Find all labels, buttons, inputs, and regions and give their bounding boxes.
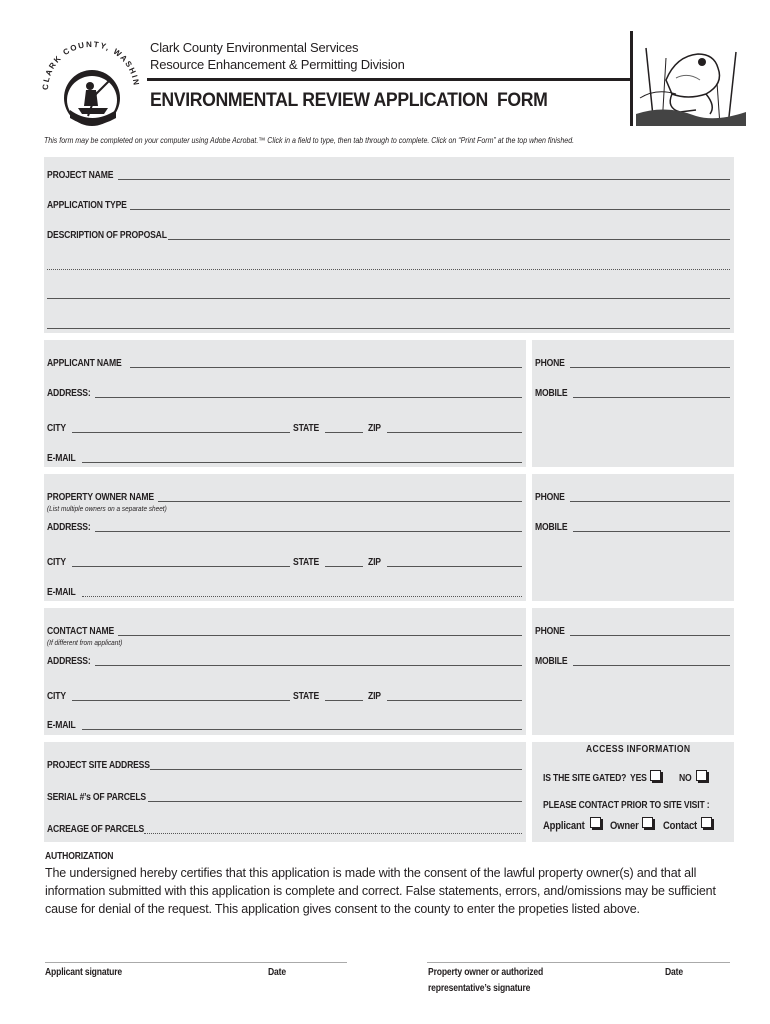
- access-heading: ACCESS INFORMATION: [586, 744, 691, 755]
- contact-address-field[interactable]: [95, 665, 522, 666]
- applicant-contact-checkbox[interactable]: [590, 817, 601, 828]
- contact-phone-label: PHONE: [535, 626, 565, 637]
- owner-note: (List multiple owners on a separate sheet): [47, 504, 167, 513]
- applicant-mobile-field[interactable]: [573, 397, 730, 398]
- applicant-name-label: APPLICANT NAME: [47, 358, 122, 369]
- owner-city-label: CITY: [47, 557, 66, 568]
- owner-email-label: E-MAIL: [47, 587, 76, 598]
- applicant-city-field[interactable]: [72, 432, 290, 433]
- owner-signature-label-2: representative’s signature: [428, 983, 531, 994]
- application-type-label: APPLICATION TYPE: [47, 200, 127, 211]
- authorization-heading: AUTHORIZATION: [45, 851, 114, 862]
- serial-parcels-label: SERIAL #’s OF PARCELS: [47, 792, 146, 803]
- applicant-signature-field[interactable]: [45, 962, 347, 963]
- project-name-field[interactable]: [118, 179, 730, 180]
- contact-mobile-label: MOBILE: [535, 656, 568, 667]
- instructions-text: This form may be completed on your computer using Adobe Acrobat.™ Click in a field to type, then tab through to complete. Click on “Print Form” at the top when finished.: [44, 136, 575, 145]
- description-field-line-2[interactable]: [47, 269, 730, 270]
- applicant-phone-field[interactable]: [570, 367, 730, 368]
- applicant-state-field[interactable]: [325, 432, 363, 433]
- owner-contact-checkbox[interactable]: [642, 817, 653, 828]
- owner-name-field[interactable]: [158, 501, 522, 502]
- applicant-address-label: ADDRESS:: [47, 388, 91, 399]
- site-address-field[interactable]: [150, 769, 522, 770]
- contact-state-label: STATE: [293, 691, 320, 702]
- owner-signature-field[interactable]: [427, 962, 730, 963]
- contact-note: (If different from applicant): [47, 638, 123, 647]
- applicant-city-label: CITY: [47, 423, 66, 434]
- owner-address-field[interactable]: [95, 531, 522, 532]
- contact-contact-checkbox[interactable]: [701, 817, 712, 828]
- applicant-phone-label: PHONE: [535, 358, 565, 369]
- application-type-field[interactable]: [130, 209, 730, 210]
- owner-phone-field[interactable]: [570, 501, 730, 502]
- contact-city-label: CITY: [47, 691, 66, 702]
- svg-text:CLARK COUNTY, WASHINGTON: CLARK COUNTY, WASHIN: [40, 39, 141, 91]
- org-name: Clark County Environmental Services: [150, 40, 359, 55]
- acreage-label: ACREAGE OF PARCELS: [47, 824, 145, 835]
- contact-state-field[interactable]: [325, 700, 363, 701]
- applicant-email-label: E-MAIL: [47, 453, 76, 464]
- contact-name-field[interactable]: [118, 635, 522, 636]
- description-field-line-1[interactable]: [168, 239, 730, 240]
- contact-mobile-field[interactable]: [573, 665, 730, 666]
- applicant-name-field[interactable]: [130, 367, 522, 368]
- division-name: Resource Enhancement & Permitting Division: [150, 57, 405, 72]
- authorization-text: The undersigned hereby certifies that this application is made with the consent of the lawful property owner(s) and that all information submitted with this application is complete and correct. False statements, errors, and/omissions may be sufficient cause for denial of the request. This application gives consent to the county to enter the propeties listed above.: [45, 866, 716, 916]
- gated-yes-label: YES: [630, 773, 647, 784]
- description-field-line-4[interactable]: [47, 328, 730, 329]
- owner-name-label: PROPERTY OWNER NAME: [47, 492, 154, 503]
- description-field-line-3[interactable]: [47, 298, 730, 299]
- contact-prior-label: PLEASE CONTACT PRIOR TO SITE VISIT :: [543, 800, 710, 811]
- owner-mobile-field[interactable]: [573, 531, 730, 532]
- owner-email-field[interactable]: [82, 596, 522, 597]
- owner-contact-label: Owner: [610, 820, 639, 832]
- project-name-label: PROJECT NAME: [47, 170, 114, 181]
- serial-parcels-field[interactable]: [148, 801, 522, 802]
- contact-email-field[interactable]: [82, 729, 522, 730]
- frog-illustration: [636, 28, 746, 126]
- contact-zip-label: ZIP: [368, 691, 381, 702]
- applicant-date-label: Date: [268, 967, 286, 978]
- acreage-field[interactable]: [144, 833, 522, 834]
- contact-contact-label: Contact: [663, 820, 698, 832]
- gated-question: IS THE SITE GATED?: [543, 773, 627, 784]
- gated-no-label: NO: [679, 773, 692, 784]
- contact-name-label: CONTACT NAME: [47, 626, 115, 637]
- gated-yes-checkbox[interactable]: [650, 770, 661, 781]
- owner-city-field[interactable]: [72, 566, 290, 567]
- contact-panel: [44, 608, 526, 735]
- contact-email-label: E-MAIL: [47, 720, 76, 731]
- gated-no-checkbox[interactable]: [696, 770, 707, 781]
- contact-phone-field[interactable]: [570, 635, 730, 636]
- owner-state-field[interactable]: [325, 566, 363, 567]
- owner-mobile-label: MOBILE: [535, 522, 568, 533]
- project-panel: [44, 157, 734, 333]
- header-vertical-rule: [630, 31, 633, 126]
- contact-city-field[interactable]: [72, 700, 290, 701]
- applicant-signature-label: Applicant signature: [45, 967, 123, 978]
- site-address-label: PROJECT SITE ADDRESS: [47, 760, 150, 771]
- owner-state-label: STATE: [293, 557, 320, 568]
- applicant-contact-label: Applicant: [543, 820, 585, 832]
- owner-date-label: Date: [665, 967, 683, 978]
- description-label: DESCRIPTION OF PROPOSAL: [47, 230, 167, 241]
- owner-zip-field[interactable]: [387, 566, 522, 567]
- contact-address-label: ADDRESS:: [47, 656, 91, 667]
- owner-address-label: ADDRESS:: [47, 522, 91, 533]
- applicant-state-label: STATE: [293, 423, 320, 434]
- owner-phone-label: PHONE: [535, 492, 565, 503]
- form-title: ENVIRONMENTAL REVIEW APPLICATION FORM: [150, 90, 548, 111]
- county-logo: [30, 28, 146, 138]
- applicant-address-field[interactable]: [95, 397, 522, 398]
- header-rule: [147, 78, 631, 81]
- owner-signature-label-1: Property owner or authorized: [428, 967, 544, 978]
- applicant-zip-field[interactable]: [387, 432, 522, 433]
- contact-zip-field[interactable]: [387, 700, 522, 701]
- applicant-mobile-label: MOBILE: [535, 388, 568, 399]
- applicant-email-field[interactable]: [82, 462, 522, 463]
- owner-zip-label: ZIP: [368, 557, 381, 568]
- applicant-zip-label: ZIP: [368, 423, 381, 434]
